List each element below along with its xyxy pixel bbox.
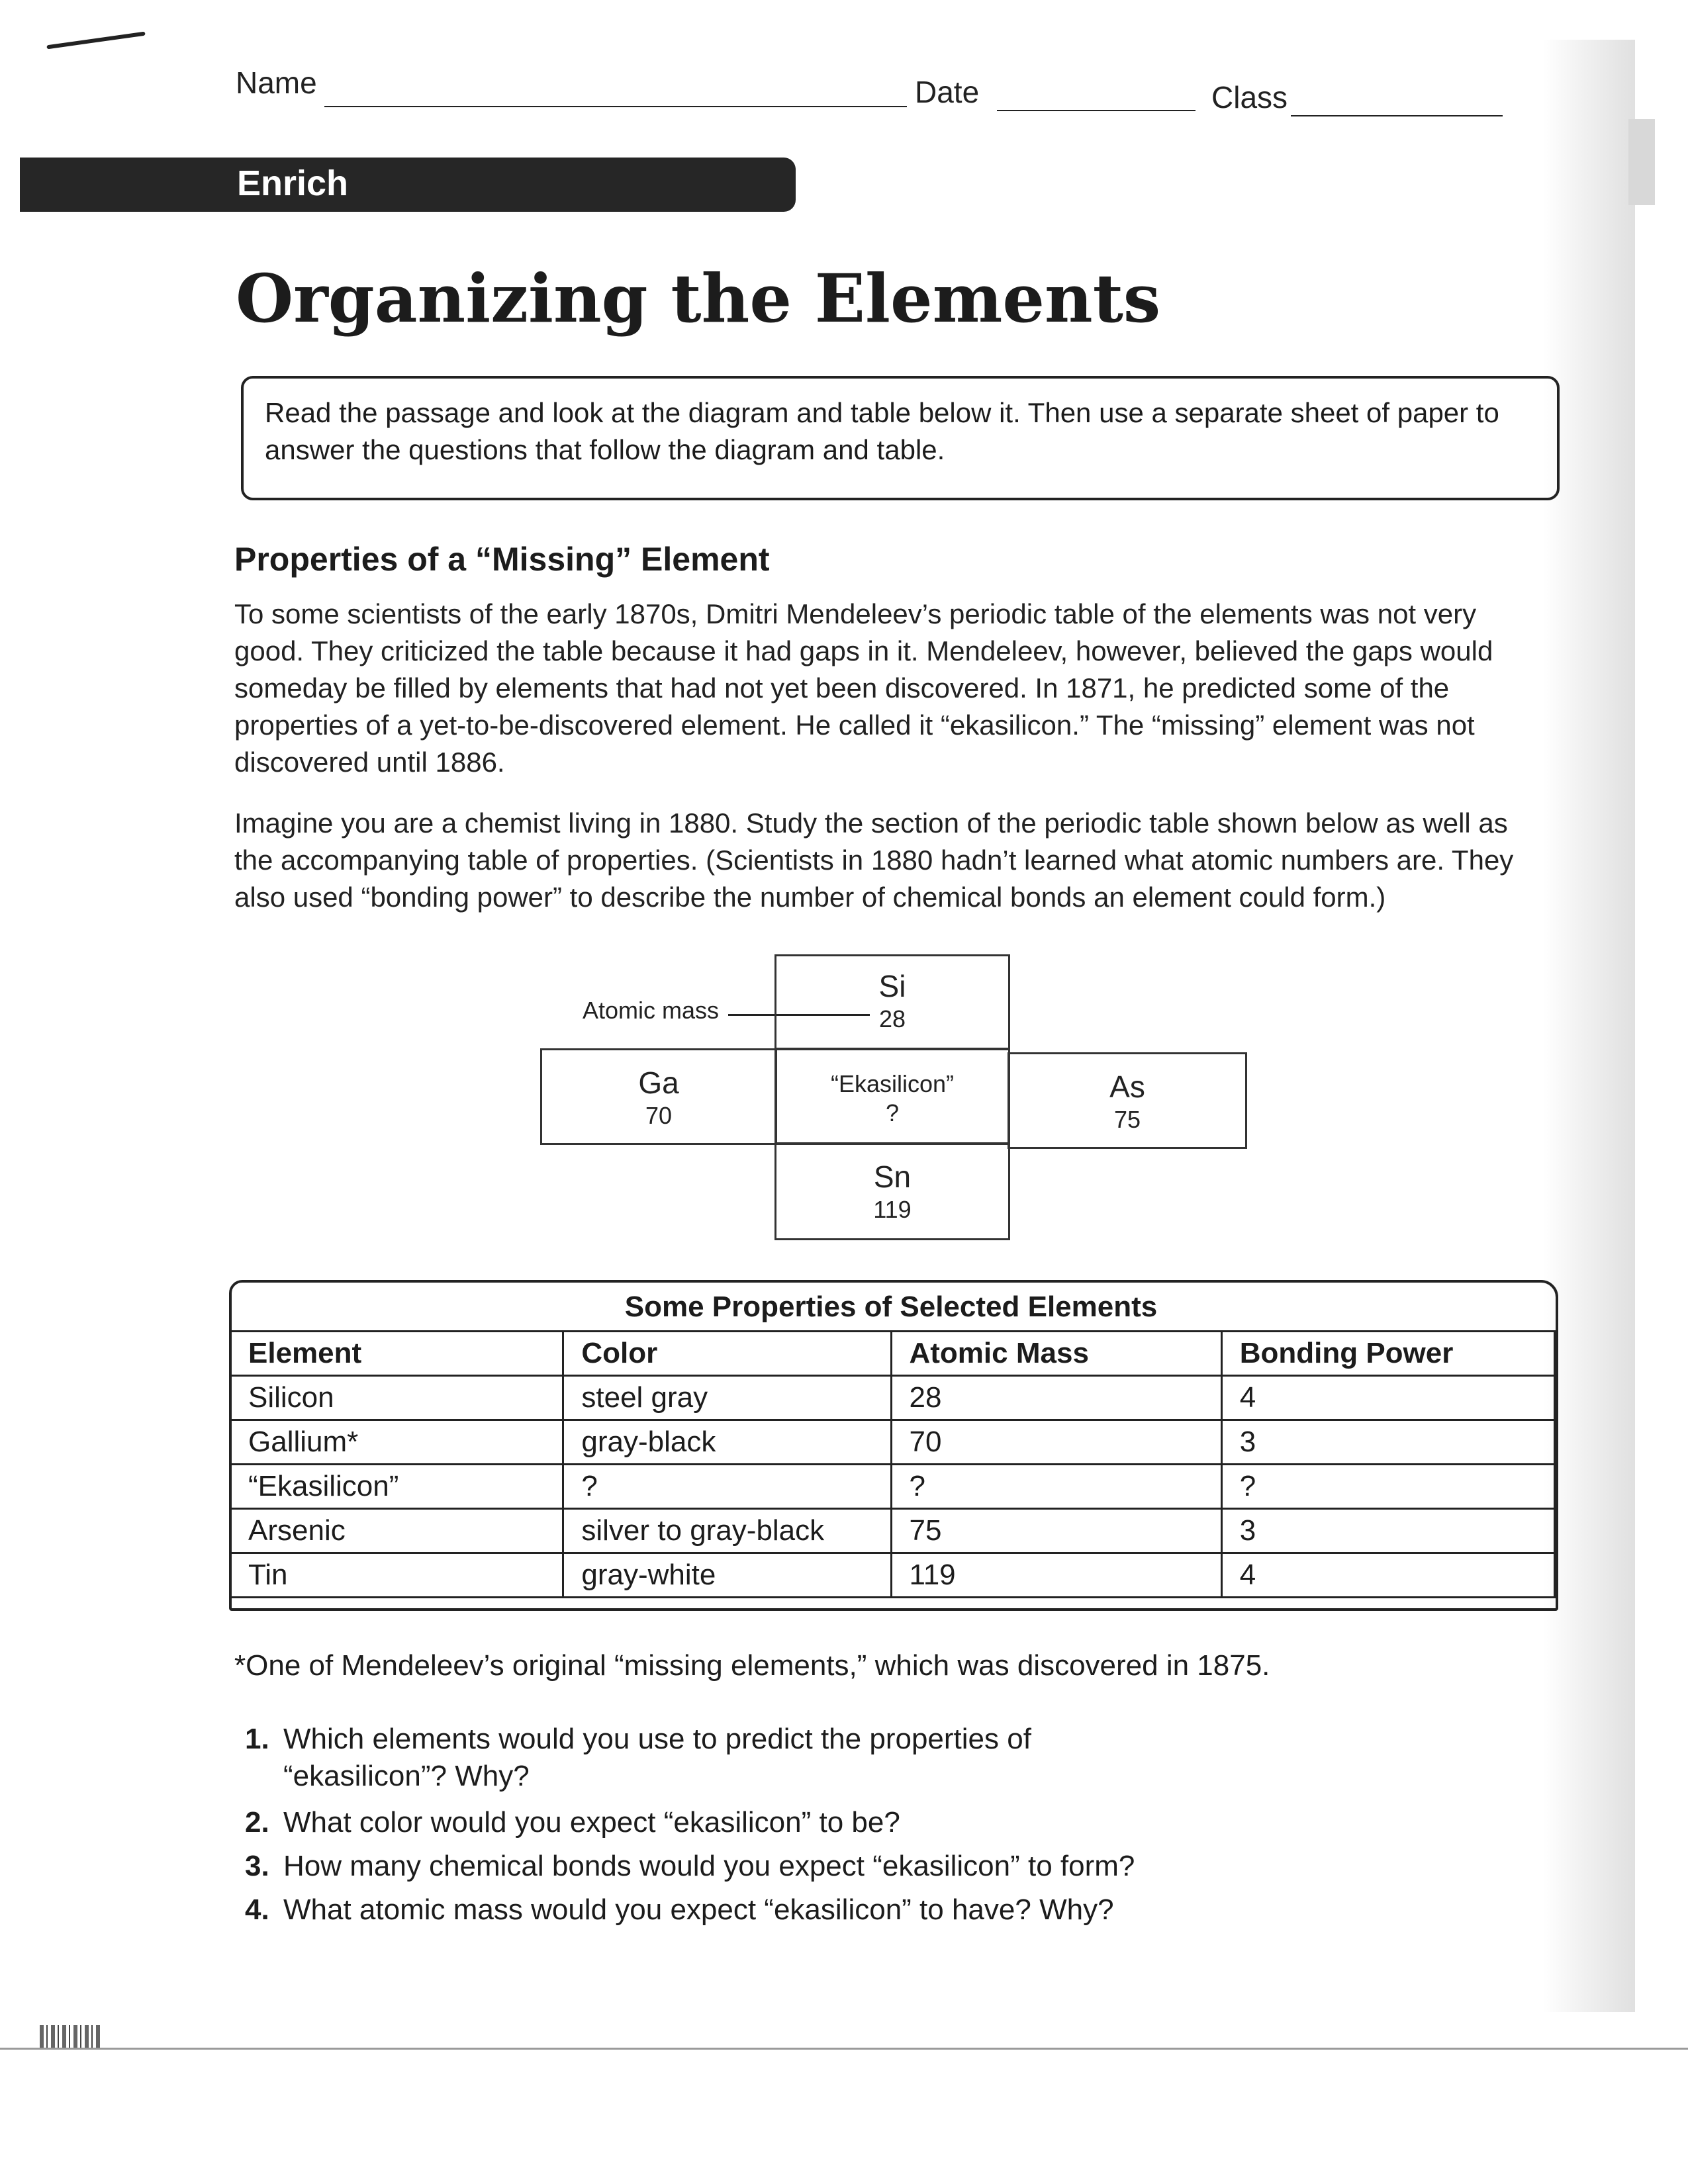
- table-header-row: [230, 1332, 1555, 1376]
- element-symbol: Ga: [638, 1066, 679, 1100]
- page-title: Organizing the Elements: [236, 259, 1161, 338]
- scan-edge-shadow: [1542, 40, 1635, 2012]
- table-cell: Arsenic: [230, 1509, 563, 1553]
- passage-paragraph-2: Imagine you are a chemist living in 1880. Study the section of the periodic table shown below as well as the accompanying table of properties. (Scientists in 1880 hadn’t learned what atomic numbers are. They also used “bonding power” to describe the number of chemical bonds an element could form.): [234, 807, 1514, 913]
- table-cell: gray-black: [563, 1420, 891, 1465]
- element-symbol: As: [1109, 1069, 1145, 1104]
- enrich-label: Enrich: [237, 163, 349, 203]
- column-header: Bonding Power: [1221, 1332, 1554, 1376]
- element-cell-silicon: [774, 954, 1010, 1050]
- table-row: [230, 1465, 1555, 1509]
- question-text: Which elements would you use to predict the properties of: [283, 1723, 1031, 1755]
- question-number: 4.: [245, 1893, 269, 1926]
- element-mass: 119: [873, 1196, 912, 1223]
- date-label: Date: [915, 75, 980, 109]
- table-footnote: *One of Mendeleev’s original “missing elements,” which was discovered in 1875.: [234, 1649, 1270, 1682]
- properties-table-title: Some Properties of Selected Elements: [624, 1291, 1158, 1323]
- table-cell: silver to gray-black: [563, 1509, 891, 1553]
- element-symbol: Sn: [873, 1160, 912, 1194]
- question-text: What color would you expect “ekasilicon” to be?: [283, 1806, 900, 1839]
- class-blank[interactable]: [1291, 115, 1503, 116]
- table-row: [230, 1553, 1555, 1598]
- atomic-mass-label: Atomic mass: [583, 997, 720, 1024]
- element-mass: ?: [885, 1099, 900, 1126]
- table-cell: 4: [1221, 1553, 1554, 1598]
- section-heading: Properties of a “Missing” Element: [234, 541, 770, 578]
- table-cell: 70: [891, 1420, 1221, 1465]
- table-cell: Gallium*: [230, 1420, 563, 1465]
- table-cell: steel gray: [563, 1376, 891, 1420]
- name-label: Name: [236, 66, 317, 100]
- question-text-continued: “ekasilicon”? Why?: [283, 1760, 530, 1792]
- column-header: Atomic Mass: [891, 1332, 1221, 1376]
- table-row: [230, 1420, 1555, 1465]
- table-cell: ?: [891, 1465, 1221, 1509]
- table-cell: 3: [1221, 1509, 1554, 1553]
- table-cell: Silicon: [230, 1376, 563, 1420]
- element-cell-gallium: [540, 1048, 777, 1145]
- table-cell: 3: [1221, 1420, 1554, 1465]
- table-cell: “Ekasilicon”: [230, 1465, 563, 1509]
- pen-mark: [46, 32, 145, 50]
- table-cell: 75: [891, 1509, 1221, 1553]
- column-header: Element: [230, 1332, 563, 1376]
- instructions-text: Read the passage and look at the diagram and table below it. Then use a separate sheet of paper to answer the questions that follow the diagram and table.: [265, 397, 1499, 465]
- question-number: 2.: [245, 1806, 269, 1839]
- element-symbol: “Ekasilicon”: [830, 1070, 955, 1097]
- element-mass: 28: [878, 1005, 906, 1032]
- table-cell: 119: [891, 1553, 1221, 1598]
- element-cell-tin: [774, 1142, 1010, 1240]
- properties-table: [229, 1330, 1556, 1598]
- table-cell: Tin: [230, 1553, 563, 1598]
- name-blank[interactable]: [324, 106, 907, 107]
- question-4: [245, 1891, 1238, 1929]
- date-blank[interactable]: [997, 110, 1196, 111]
- table-cell: ?: [1221, 1465, 1554, 1509]
- element-cell-ekasilicon: [774, 1048, 1010, 1145]
- element-mass: 75: [1113, 1106, 1141, 1133]
- question-1: [245, 1721, 1238, 1795]
- enrich-banner: [20, 158, 796, 212]
- table-row: [230, 1509, 1555, 1553]
- table-row: [230, 1376, 1555, 1420]
- column-header: Color: [563, 1332, 891, 1376]
- table-cell: 28: [891, 1376, 1221, 1420]
- barcode-mark: [40, 2025, 103, 2048]
- element-mass: 70: [645, 1102, 673, 1129]
- element-cell-arsenic: [1008, 1052, 1247, 1149]
- scan-edge-mark: [1628, 119, 1655, 205]
- question-2: [245, 1804, 1238, 1841]
- question-text: How many chemical bonds would you expect “ekasilicon” to form?: [283, 1850, 1135, 1882]
- element-symbol: Si: [878, 969, 906, 1003]
- question-number: 1.: [245, 1723, 269, 1755]
- class-label: Class: [1211, 80, 1288, 114]
- table-cell: gray-white: [563, 1553, 891, 1598]
- question-text: What atomic mass would you expect “ekasilicon” to have? Why?: [283, 1893, 1114, 1926]
- page-bottom-edge: [0, 2048, 1688, 2050]
- question-number: 3.: [245, 1850, 269, 1882]
- table-cell: 4: [1221, 1376, 1554, 1420]
- question-3: [245, 1848, 1238, 1885]
- passage-paragraph-1: To some scientists of the early 1870s, Dmitri Mendeleev’s periodic table of the elements was not very good. They criticized the table because it had gaps in it. Mendeleev, however, believed the gaps would someday be filled by elements that had not yet been discovered. In 1871, he predicted some of the properties of a yet-to-be-discovered element. He called it “ekasilicon.” The “missing” element was not discovered until 1886.: [234, 598, 1493, 778]
- table-cell: ?: [563, 1465, 891, 1509]
